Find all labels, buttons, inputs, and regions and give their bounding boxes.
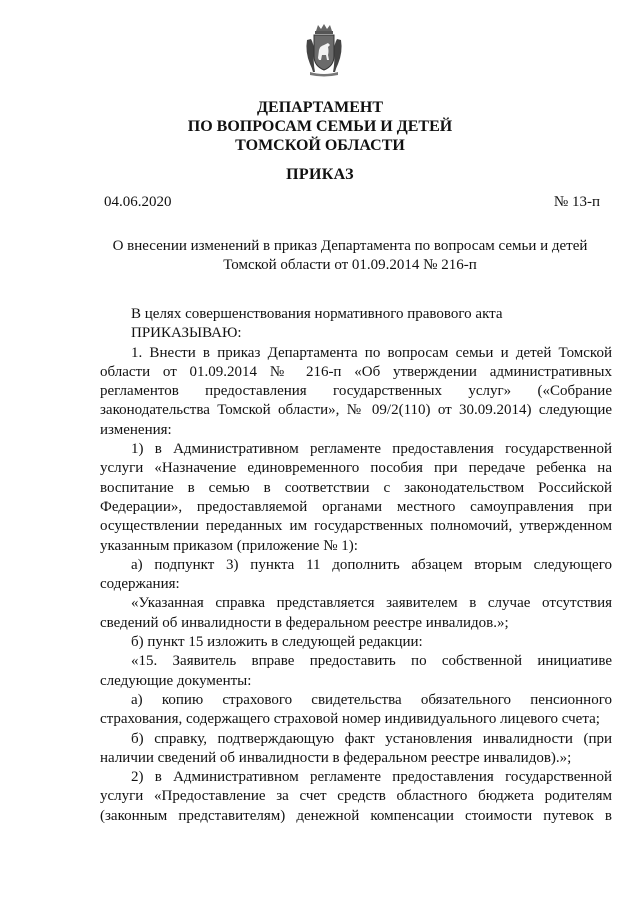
paragraph-item-1: 1. Внести в приказ Департамента по вопросам семьи и детей Томской области от 01.09.2014 № 216-п «Об утверждении административных регламентов предоставления государственных услуг» («Собрание законодательства Томской области», № 09/2(110) от 30.09.2014) следующие изменения: xyxy=(100,344,612,438)
tomsk-coat-of-arms-icon xyxy=(304,22,344,78)
paragraph-purpose: В целях совершенствования нормативного правового акта xyxy=(131,306,503,322)
subject-line-2: Томской области от 01.09.2014 № 216-п xyxy=(223,257,477,273)
paragraph-item-15-a: а) копию страхового свидетельства обязательного пенсионного страхования, содержащего страховой номер индивидуального лицевого счета; xyxy=(100,691,612,728)
paragraph-subitem-1: 1) в Административном регламенте предоставления государственной услуги «Назначение единовременного пособия при передаче ребенка на воспитание в семью в соответствии с законодательством Российской Федерации», предоставляемой органами местного самоуправления при осуществлении переданных им государственных полномочий, утвержденном указанным приказом (приложение № 1): xyxy=(100,441,612,554)
paragraph-subitem-b: б) пункт 15 изложить в следующей редакции: xyxy=(131,634,423,651)
order-number: № 13-п xyxy=(553,194,600,210)
order-title: ПРИКАЗ xyxy=(286,166,354,183)
paragraph-subitem-a: а) подпункт 3) пункта 11 дополнить абзацем вторым следующего содержания: xyxy=(100,556,612,593)
order-date: 04.06.2020 xyxy=(104,194,172,210)
header-line-1: ДЕПАРТАМЕНТ xyxy=(257,99,383,116)
order-subject xyxy=(100,237,600,275)
department-header xyxy=(0,98,640,155)
header-line-2: ПО ВОПРОСАМ СЕМЬИ И ДЕТЕЙ xyxy=(187,118,453,135)
subject-line-1: О внесении изменений в приказ Департамента по вопросам семьи и детей xyxy=(112,238,588,254)
paragraph-subitem-2: 2) в Административном регламенте предоставления государственной услуги «Предоставление за счет средств областного бюджета родителям (законным представителям) денежной компенсации стоимости путевок в xyxy=(100,769,612,824)
header-line-3: ТОМСКОЙ ОБЛАСТИ xyxy=(235,137,405,154)
paragraph-quote-certificate: «Указанная справка представляется заявителем в случае отсутствия сведений об инвалидности в федеральном реестре инвалидов.»; xyxy=(100,595,612,631)
paragraph-item-15: «15. Заявитель вправе предоставить по собственной инициативе следующие документы: xyxy=(100,653,612,689)
order-body xyxy=(100,305,612,826)
paragraph-item-15-b: б) справку, подтверждающую факт установления инвалидности (при наличии сведений об инвалидности в федеральном реестре инвалидов).»; xyxy=(100,730,612,766)
paragraph-order-word: ПРИКАЗЫВАЮ: xyxy=(131,325,242,342)
